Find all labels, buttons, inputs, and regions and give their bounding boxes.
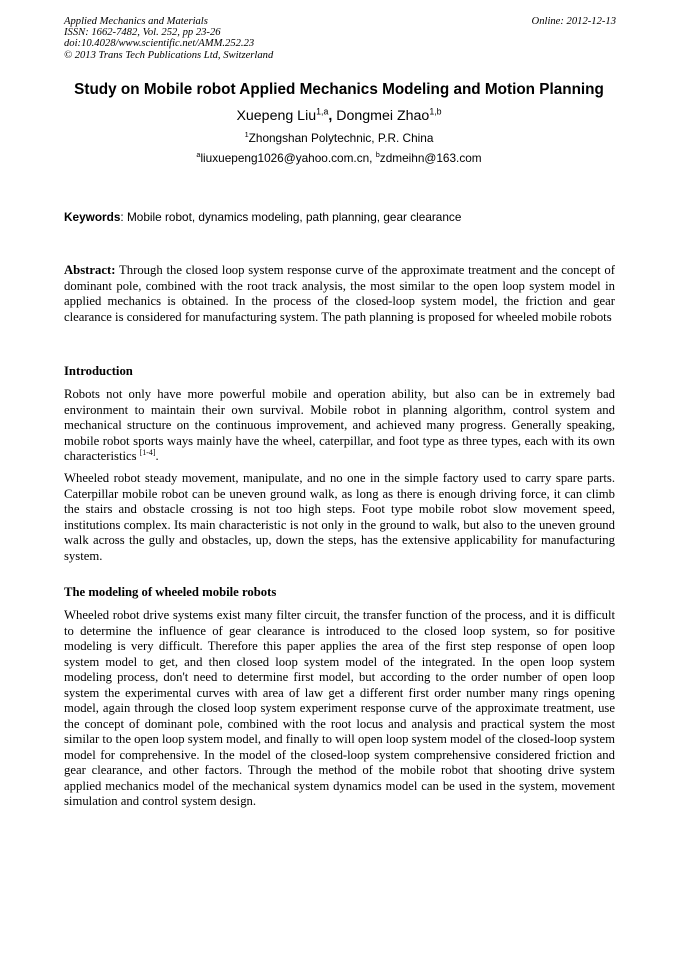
issn-line: ISSN: 1662-7482, Vol. 252, pp 23-26 bbox=[64, 27, 221, 39]
email-line bbox=[0, 151, 678, 166]
email-superscript: b bbox=[375, 150, 380, 160]
author-separator: , bbox=[328, 108, 337, 124]
abstract-label: Abstract: bbox=[64, 263, 116, 277]
email-address: liuxuepeng1026@yahoo.com.cn, bbox=[200, 151, 376, 165]
abstract bbox=[64, 263, 615, 325]
author-line bbox=[0, 107, 678, 125]
keywords bbox=[64, 210, 616, 225]
author-superscript: 1,b bbox=[429, 106, 442, 117]
paragraph: Wheeled robot drive systems exist many filter circuit, the transfer function of the process, and it is difficult to determine the influence of gear clearance is introduced to the closed loop system, so for positive modeling is very difficult. Therefore this paper applies the area of the first step response of open loop system model to get, and then closed loop system model of the integrated. In the open loop system modeling process, don't need to determine first model, but according to the order number of open loop system the experimental curves with area of law get a different first order number many rings opening model, again through the closed loop system experiment response curve of the approximate treatment, use the concept of dominant pole, combined with the root locus and analysis and practical system the most similar to the open loop system model, and finally to will open loop system model of the closed-loop system model for comprehensive. In the model of the closed-loop system comprehensive considered friction and gear clearance, and other factors. Through the method of the mobile robot that shooting drive system applied mechanics model of the mechanical system dynamics model can be used in the system, movement simulation and control system design. bbox=[64, 608, 615, 808]
keywords-label: Keywords bbox=[64, 210, 121, 224]
author-superscript: 1,a bbox=[316, 106, 329, 117]
section-heading: Introduction bbox=[64, 364, 133, 378]
paragraph-end: . bbox=[155, 449, 159, 463]
paragraph: Wheeled robot steady movement, manipulate, and no one in the simple factory used to carry spare parts. Caterpillar mobile robot can be uneven ground walk, as long as there is enough driving force, it can climb the stairs and obstacle crossing is not too high steps. Foot type mobile robot slow movement speed, institutions complex. Its main characteristic is not only in the ground to walk, but also to the uneven ground walk across the gully and obstacles, up, down the steps, has the extensive applicability for manufacturing system. bbox=[64, 471, 615, 563]
journal-header bbox=[64, 16, 616, 61]
email-superscript: a bbox=[196, 150, 201, 160]
affiliation bbox=[0, 131, 678, 146]
email-address: zdmeihn@163.com bbox=[379, 151, 482, 165]
citation: [1-4] bbox=[139, 447, 156, 457]
affiliation-superscript: 1 bbox=[244, 130, 249, 140]
doi-line: doi:10.4028/www.scientific.net/AMM.252.23 bbox=[64, 38, 255, 50]
keywords-text: : Mobile robot, dynamics modeling, path planning, gear clearance bbox=[120, 210, 462, 224]
paper-title: Study on Mobile robot Applied Mechanics Modeling and Motion Planning bbox=[74, 81, 604, 98]
online-date: Online: 2012-12-13 bbox=[531, 16, 616, 27]
abstract-text: Through the closed loop system response curve of the approximate treatment and the concept of dominant pole, combined with the root track analysis, the most similar to the open loop system model in applied mechanics is obtained. In the process of the closed-loop system model, the friction and gear clearance is considered for manufacturing system. The path planning is proposed for wheeled mobile robots bbox=[64, 263, 615, 324]
copyright-line: © 2013 Trans Tech Publications Ltd, Switzerland bbox=[64, 49, 274, 61]
affiliation-text: Zhongshan Polytechnic, P.R. China bbox=[248, 131, 434, 145]
paragraph bbox=[64, 387, 615, 465]
author-name: Dongmei Zhao bbox=[336, 108, 430, 124]
section-heading: The modeling of wheeled mobile robots bbox=[64, 585, 277, 599]
journal-name: Applied Mechanics and Materials bbox=[64, 16, 208, 27]
paragraph-text: Robots not only have more powerful mobile and operation ability, but also can be in extremely bad environment to maintain their own survival. Mobile robot in planning algorithm, control system and mechanical structure on the continuous improvement, and achieved many progress. Generally speaking, mobile robot sports ways mainly have the wheel, caterpillar, and foot type as three types, each with its own characteristics bbox=[64, 387, 615, 463]
author-name: Xuepeng Liu bbox=[236, 108, 317, 124]
